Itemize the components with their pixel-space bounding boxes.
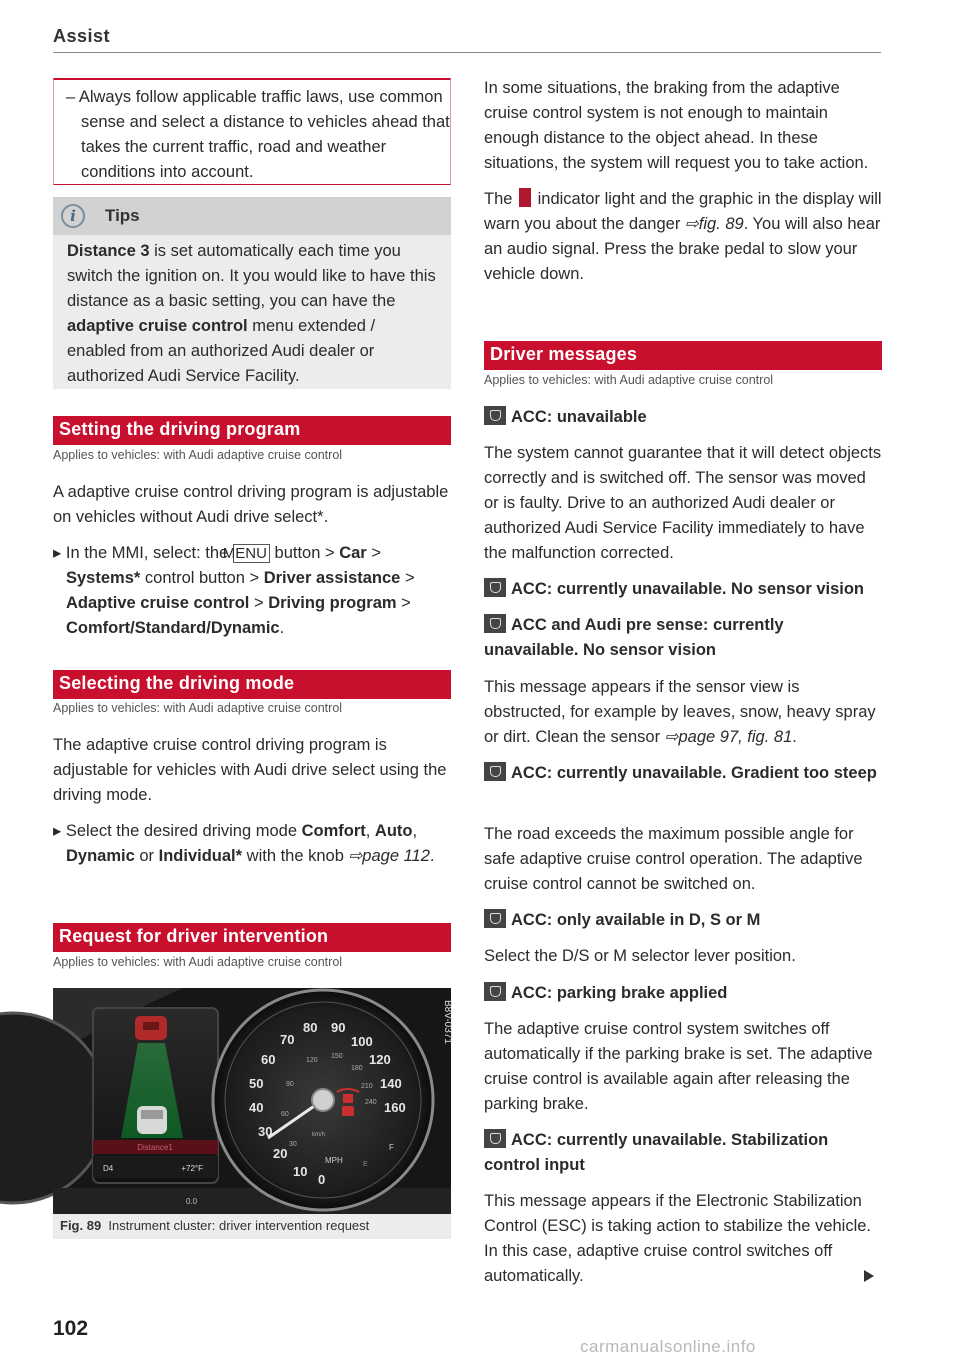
paragraph: In some situations, the braking from the adaptive cruise control system is not enough to maintain enough distance to the object ahead. In these situations, the system will request you to take action. [484,79,869,172]
section-heading-driving-mode: Selecting the driving mode [53,670,451,699]
kmh-label: 210 [361,1083,373,1090]
speed-label: 50 [249,1076,264,1091]
message-body: The adaptive cruise control system switches off automatically if the parking brake is set. The adaptive cruise control is available again after releasing the parking brake. [484,1020,873,1113]
temperature-readout: +72°F [181,1164,203,1173]
message-heading: ACC: unavailable [484,405,882,430]
speed-label: 140 [380,1076,402,1091]
kmh-label: 150 [331,1053,343,1060]
acc-icon [484,762,506,781]
acc-icon [484,1129,506,1148]
instruction-step: ▸ In the MMI, select: the MENU button > Car > Systems* control button > Driver assistance > Adaptive cruise control > Driving program > Comfort/Standard/Dynamic. [53,544,415,637]
tips-title: Tips [105,206,140,225]
mph-unit: MPH [325,1156,343,1165]
running-header: Assist [53,26,111,46]
kmh-label: 60 [281,1111,289,1118]
message-heading: ACC: currently unavailable. No sensor vision [484,577,882,602]
section-heading-driver-intervention: Request for driver intervention [53,923,451,952]
watermark: carmanualsonline.info [580,1337,756,1356]
paragraph: The indicator light and the graphic in the display will warn you about the danger ⇨fig. 89. You will also hear an audio signal. Press the brake pedal to slow your vehicle down. [484,190,882,283]
speed-label: 80 [303,1020,318,1035]
message-body: Select the D/S or M selector lever position. [484,947,796,965]
tips-header [53,197,451,235]
acc-icon [484,982,506,1001]
speed-label: 60 [261,1052,276,1067]
instruction-step: ▸ Select the desired driving mode Comfort, Auto, Dynamic or Individual* with the knob ⇨page 112. [53,822,435,865]
section-heading-driving-program: Setting the driving program [53,416,451,445]
message-heading: ACC: currently unavailable. Stabilization control input [484,1131,829,1174]
message-heading: ACC and Audi pre sense: currently unavailable. No sensor vision [484,616,784,659]
figure-code: B8V-0371 [442,1000,453,1044]
intervention-body [484,76,882,287]
applies-to: Applies to vehicles: with Audi adaptive cruise control [484,373,774,387]
kmh-label: 30 [289,1141,297,1148]
section-heading-driver-messages: Driver messages [484,341,882,370]
warning-indicator-icon [519,188,531,207]
warning-text: – Always follow applicable traffic laws, use common sense and select a distance to vehicles ahead that takes the current traffic, road and weather conditions into account. [66,88,450,181]
tips-body [53,235,451,389]
speed-label: 40 [249,1100,264,1115]
figure-caption: Fig. 89 Instrument cluster: driver intervention request [53,1214,451,1239]
paragraph: A adaptive cruise control driving program is adjustable on vehicles without Audi drive select*. [53,483,449,526]
distance-label: Distance1 [137,1143,173,1152]
paragraph: The adaptive cruise control driving program is adjustable for vehicles with Audi drive select using the driving mode. [53,736,447,804]
speed-label: 20 [273,1146,288,1161]
continue-arrow-icon [864,1270,874,1282]
speed-label: 0 [318,1172,326,1187]
acc-icon [484,614,506,633]
speed-label: 120 [369,1052,391,1067]
message-heading: ACC: currently unavailable. Gradient too steep [484,761,882,786]
odometer-readout: 0.0 [186,1197,198,1206]
speed-label: 30 [258,1124,273,1139]
warning-box [53,78,451,185]
applies-to: Applies to vehicles: with Audi adaptive cruise control [53,701,343,715]
message-body: This message appears if the Electronic Stabilization Control (ESC) is taking action to stabilize the vehicle. In this case, adaptive cruise control switches off automatically. [484,1192,872,1285]
kmh-unit: km/h [312,1132,326,1138]
kmh-label: 90 [286,1081,294,1088]
acc-icon [484,406,506,425]
fuel-empty-label: E [363,1161,368,1168]
info-icon: i [61,204,85,228]
speed-label: 100 [351,1034,373,1049]
menu-key: MENU [233,544,270,563]
acc-icon [484,578,506,597]
message-body: This message appears if the sensor view is obstructed, for example by leaves, snow, heavy spray or dirt. Clean the sensor ⇨page 97, fig. 81. [484,678,876,746]
applies-to: Applies to vehicles: with Audi adaptive cruise control [53,955,343,969]
kmh-label: 120 [306,1057,318,1064]
driving-program-body [53,480,451,641]
header-rule [53,52,881,53]
fuel-full-label: F [389,1143,394,1152]
acc-icon [484,909,506,928]
kmh-label: 240 [365,1099,377,1106]
page-number: 102 [53,1317,89,1340]
speed-label: 90 [331,1020,346,1035]
kmh-label: 180 [351,1065,363,1072]
gear-readout: D4 [103,1164,114,1173]
tips-text: Distance 3 is set automatically each time you switch the ignition on. It you would like to have this distance as a basic setting, you can have the adaptive cruise control menu extended / enabled from an authorized Audi dealer or authorized Audi Service Facility. [67,242,436,385]
driving-mode-body [53,733,451,869]
message-heading: ACC: only available in D, S or M [484,908,882,933]
speed-label: 10 [293,1164,308,1179]
message-body: The road exceeds the maximum possible angle for safe adaptive cruise control operation. The adaptive cruise control cannot be switched on. [484,825,863,893]
message-body: The system cannot guarantee that it will detect objects correctly and is switched off. The sensor was moved or is faulty. Drive to an authorized Audi dealer or authorized Audi Service Facility immediately to have the malfunction corrected. [484,444,882,562]
instrument-cluster-figure [53,988,451,1214]
speed-label: 70 [280,1032,295,1047]
applies-to: Applies to vehicles: with Audi adaptive cruise control [53,448,343,462]
speed-label: 160 [384,1100,406,1115]
instrument-cluster-illustration [53,988,451,1214]
message-heading: ACC: parking brake applied [484,981,882,1006]
